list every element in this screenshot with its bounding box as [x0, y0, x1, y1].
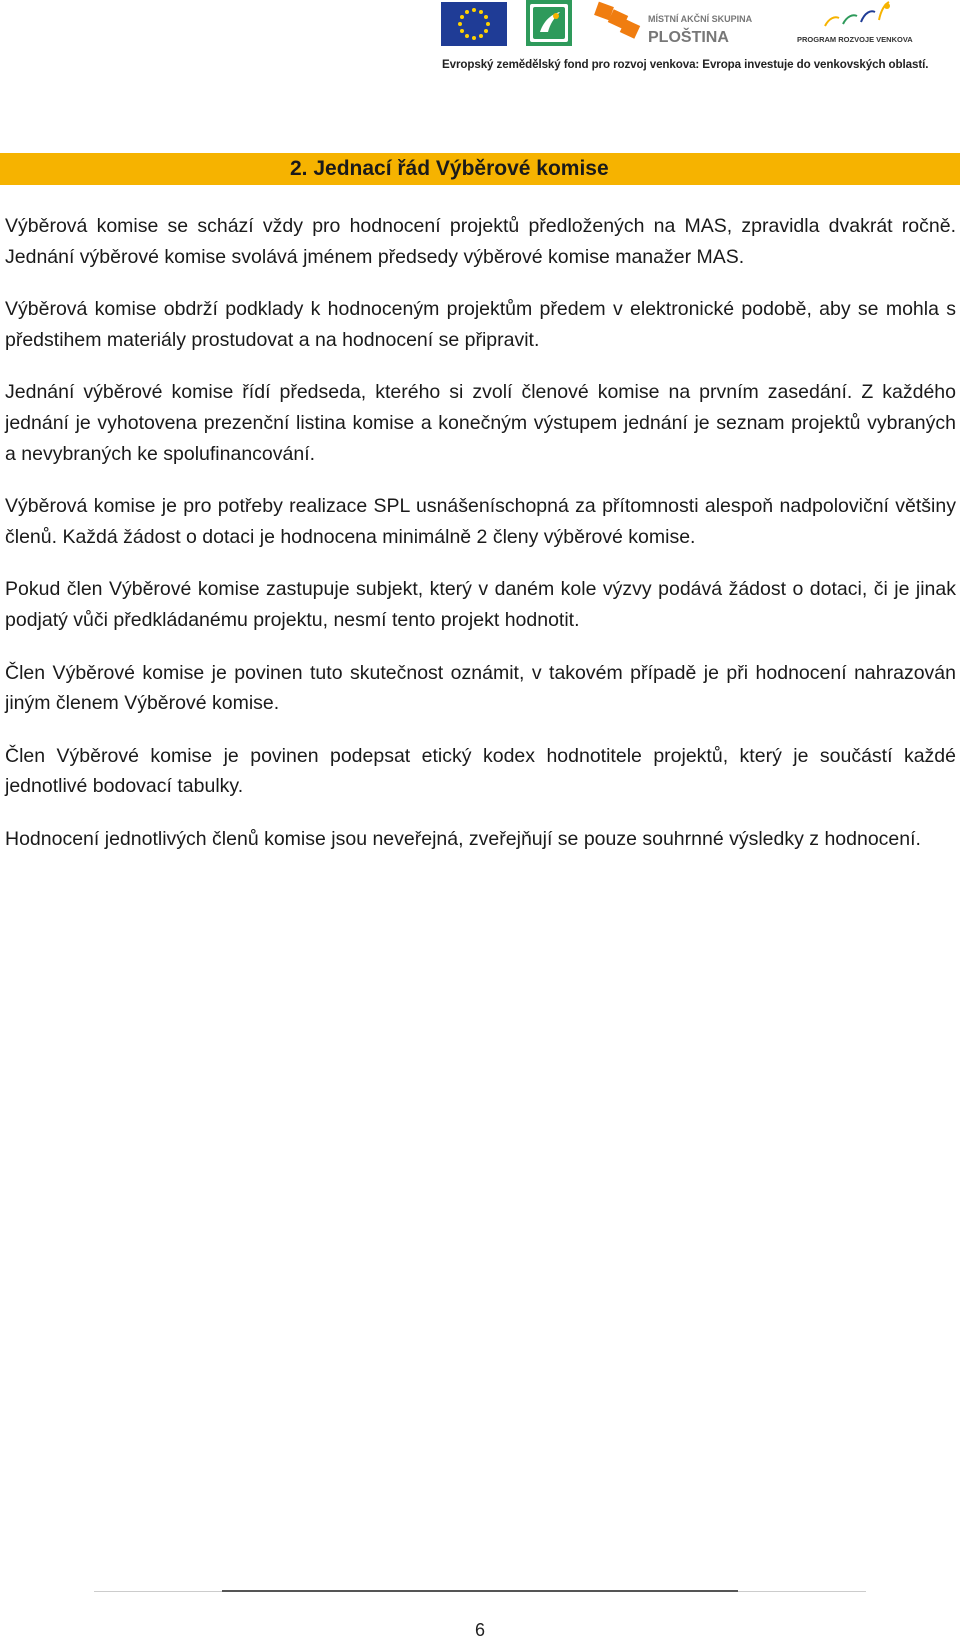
- mas-logo-line1: MÍSTNÍ AKČNÍ SKUPINA: [648, 14, 753, 24]
- mas-logo-line2: PLOŠTINA: [648, 29, 729, 46]
- paragraph: Výběrová komise se schází vždy pro hodnocení projektů předložených na MAS, zpravidla dvakrát ročně. Jednání výběrové komise svolává jménem předsedy výběrové komise manažer MAS.: [5, 215, 956, 268]
- paragraph: Hodnocení jednotlivých členů komise jsou neveřejná, zveřejňují se pouze souhrnné výsledky z hodnocení.: [5, 827, 921, 850]
- footer-divider-accent: [222, 1590, 738, 1592]
- paragraph: Jednání výběrové komise řídí předseda, kterého si zvolí členové komise na prvním zasedání. Z každého jednání je vyhotovena prezenční listina komise a konečným výstupem jednání je seznam projektů vybraných a nevybraných ke spolufinancování.: [5, 381, 956, 465]
- paragraph: Člen Výběrové komise je povinen podepsat etický kodex hodnotitele projektů, který je součástí každé jednotlivé bodovací tabulky.: [5, 744, 956, 798]
- paragraph: Výběrová komise obdrží podklady k hodnoceným projektům předem v elektronické podobě, aby se mohla s předstihem materiály prostudovat a na hodnocení se připravit.: [5, 298, 956, 351]
- section-heading: 2. Jednací řád Výběrové komise: [290, 157, 609, 180]
- paragraph: Výběrová komise je pro potřeby realizace SPL usnášeníschopná za přítomnosti alespoň nadpoloviční většiny členů. Každá žádost o dotaci je hodnocena minimálně 2 členy výběrové komise.: [5, 495, 956, 548]
- paragraph: Pokud člen Výběrové komise zastupuje subjekt, který v daném kole výzvy podává žádost o dotaci, či je jinak podjatý vůči předkládanému projektu, nesmí tento projekt hodnotit.: [5, 578, 956, 631]
- program-rozvoje-venkova-logo: [795, 0, 925, 50]
- mas-plostina-logo: [592, 0, 812, 50]
- document-body: [5, 211, 956, 877]
- funding-caption: Evropský zemědělský fond pro rozvoj venkova: Evropa investuje do venkovských oblastí.: [442, 58, 929, 71]
- leader-logo: [526, 0, 572, 46]
- prv-logo-text: PROGRAM ROZVOJE VENKOVA: [797, 35, 913, 44]
- section-heading-bar: [0, 153, 960, 185]
- eu-flag-logo: [441, 2, 507, 46]
- page-number: 6: [474, 1620, 485, 1640]
- page-header: [0, 0, 960, 80]
- paragraph: Člen Výběrové komise je povinen tuto skutečnost oznámit, v takovém případě je při hodnocení nahrazován jiným členem Výběrové komise.: [5, 661, 956, 715]
